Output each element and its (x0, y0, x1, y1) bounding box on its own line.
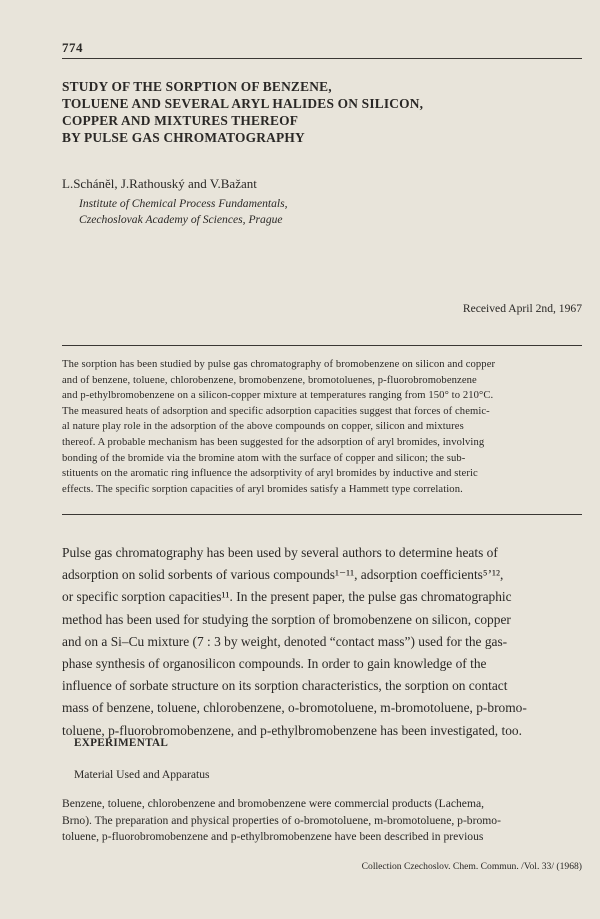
abstract-line: bonding of the bromide via the bromine atom with the surface of copper and silicon; the sub- (62, 452, 466, 464)
title-line: TOLUENE AND SEVERAL ARYL HALIDES ON SILICON, (62, 96, 424, 111)
intro-line: influence of sorbate structure on its sorption characteristics, the sorption on contact (62, 678, 508, 694)
abstract-line: thereof. A probable mechanism has been suggested for the adsorption of aryl bromides, involving (62, 436, 485, 448)
abstract (62, 357, 584, 497)
authors: L.Schánĕl, J.Rathouský and V.Bažant (62, 176, 257, 191)
abstract-line: al nature play role in the adsorption of the above compounds on copper, silicon and mixtures (62, 421, 464, 433)
introduction-paragraph (62, 542, 586, 742)
experimental-paragraph (62, 796, 586, 846)
experimental-line: toluene, p-fluorobromobenzene and p-ethylbromobenzene have been described in previous (62, 830, 484, 844)
abstract-line: The sorption has been studied by pulse gas chromatography of bromobenzene on silicon and copper (62, 359, 496, 370)
intro-line: adsorption on solid sorbents of various compounds¹⁻¹¹, adsorption coefficients⁵’¹², (62, 567, 504, 583)
experimental-line: Brno). The preparation and physical properties of o-bromotoluene, m-bromotoluene, p-bromo- (62, 813, 501, 827)
header-rule (62, 58, 582, 59)
affiliation-line: Czechoslovak Academy of Sciences, Prague (79, 213, 283, 226)
abstract-line: and of benzene, toluene, chlorobenzene, bromobenzene, bromotoluenes, p-fluorobromobenzene (62, 374, 477, 386)
abstract-line: The measured heats of adsorption and specific adsorption capacities suggest that forces of chemic- (62, 405, 490, 417)
abstract-line: stituents on the aromatic ring influence the adsorptivity of aryl bromides by inductive and steric (62, 468, 478, 480)
abstract-bottom-rule (62, 514, 582, 515)
intro-line: toluene, p-fluorobromobenzene, and p-ethylbromobenzene has been investigated, too. (62, 722, 522, 738)
title-line: BY PULSE GAS CHROMATOGRAPHY (62, 130, 305, 145)
intro-line: or specific sorption capacities¹¹. In the present paper, the pulse gas chromatographic (62, 589, 512, 605)
abstract-top-rule (62, 345, 582, 346)
experimental-line: Benzene, toluene, chlorobenzene and bromobenzene were commercial products (Lachema, (62, 797, 485, 810)
abstract-line: and p-ethylbromobenzene on a silicon-copper mixture at temperatures ranging from 150° to 210°C. (62, 390, 494, 402)
intro-line: phase synthesis of organosilicon compounds. In order to gain knowledge of the (62, 656, 487, 672)
affiliation (79, 196, 579, 228)
intro-line: mass of benzene, toluene, chlorobenzene, o-bromotoluene, m-bromotoluene, p-bromo- (62, 700, 527, 716)
journal-citation-footer: Collection Czechoslov. Chem. Commun. /Vol. 33/ (1968) (361, 861, 582, 872)
intro-line: Pulse gas chromatography has been used by several authors to determine heats of (62, 545, 498, 560)
title-line: COPPER AND MIXTURES THEREOF (62, 113, 299, 128)
received-date: Received April 2nd, 1967 (462, 302, 582, 315)
abstract-line: effects. The specific sorption capacities of aryl bromides satisfy a Hammett type correlation. (62, 483, 463, 495)
article-title (62, 78, 582, 146)
affiliation-line: Institute of Chemical Process Fundamentals, (79, 197, 288, 210)
intro-line: method has been used for studying the sorption of bromobenzene on silicon, copper (62, 611, 511, 627)
page-number: 774 (62, 40, 83, 55)
title-line: STUDY OF THE SORPTION OF BENZENE, (62, 79, 332, 94)
subsection-heading: Material Used and Apparatus (74, 768, 210, 781)
section-heading-experimental: EXPERIMENTAL (74, 737, 169, 749)
intro-line: and on a Si–Cu mixture (7 : 3 by weight, denoted “contact mass”) used for the gas- (62, 633, 508, 649)
